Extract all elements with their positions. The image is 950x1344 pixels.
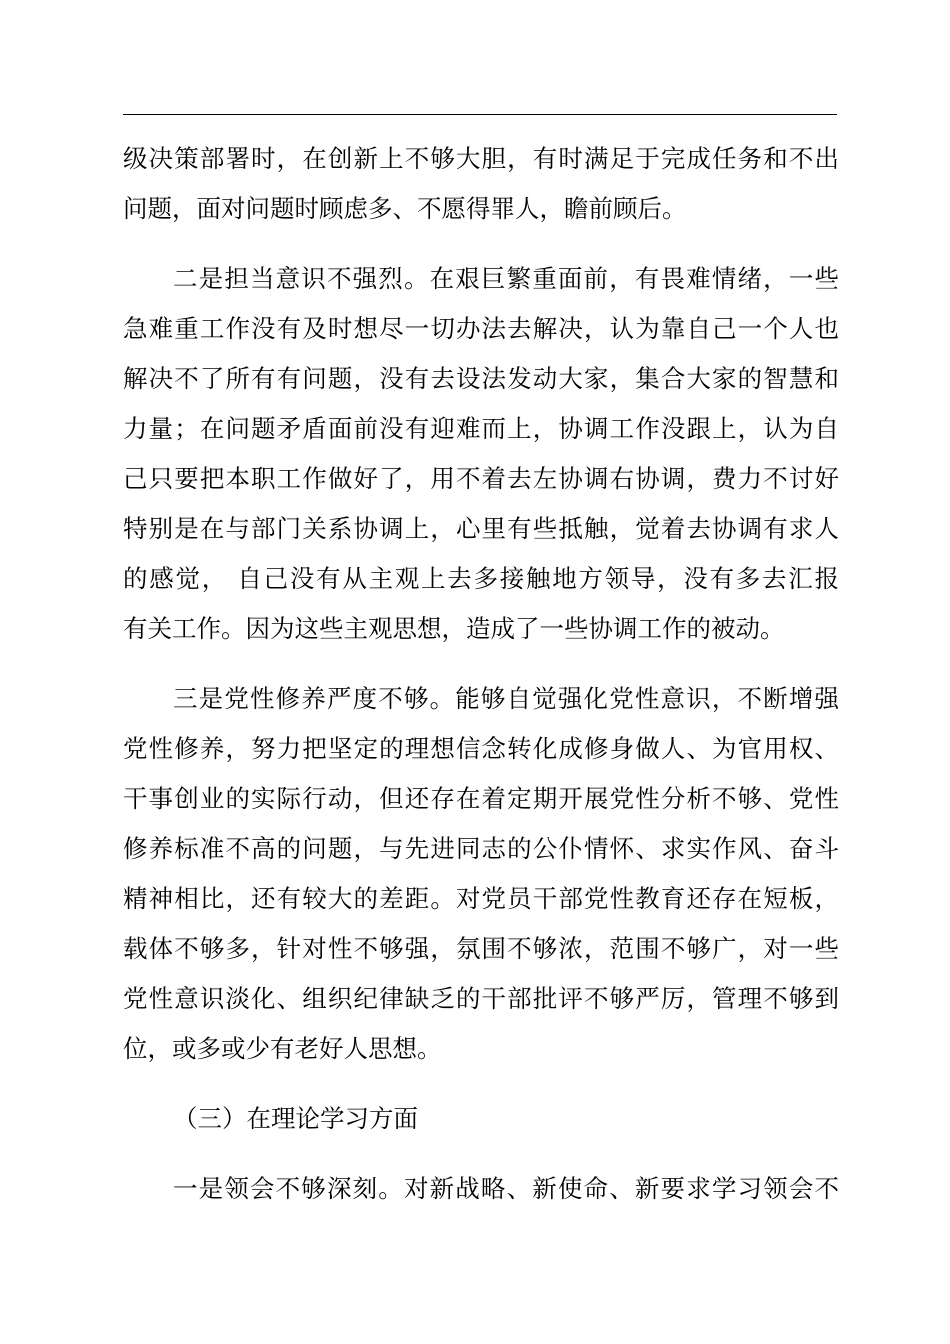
text-line: 干事创业的实际行动，但还存在着定期开展党性分析不够、党性 [123,784,839,813]
text-line: 有关工作。因为这些主观思想，造成了一些协调工作的被动。 [123,614,785,643]
text-line: 力量；在问题矛盾面前没有迎难而上，协调工作没跟上，认为自 [123,414,839,443]
text-line: 党性意识淡化、组织纪律缺乏的干部批评不够严厉，管理不够到 [123,984,839,1013]
text-line: 三是党性修养严度不够。能够自觉强化党性意识，不断增强 [173,684,839,713]
paragraph-party-spirit [123,674,839,1074]
header-rule [123,114,837,115]
document-body [123,134,839,1214]
text-line: 的感觉， 自己没有从主观上去多接触地方领导，没有多去汇报 [123,564,839,593]
paragraph-theory-study [123,1164,839,1214]
text-line: 急难重工作没有及时想尽一切办法去解决，认为靠自己一个人也 [123,314,839,343]
text-line: 己只要把本职工作做好了，用不着去左协调右协调，费力不讨好 [123,464,839,493]
text-line: 问题，面对问题时顾虑多、不愿得罪人，瞻前顾后。 [123,194,687,223]
text-line: 特别是在与部门关系协调上，心里有些抵触，觉着去协调有求人 [123,514,839,543]
paragraph-continuation [123,134,839,234]
text-line: 修养标准不高的问题，与先进同志的公仆情怀、求实作风、奋斗 [123,834,839,863]
section-heading [123,1094,839,1144]
text-line: 一是领会不够深刻。对新战略、新使命、新要求学习领会不 [173,1174,839,1203]
paragraph-responsibility [123,254,839,654]
paragraph-gap [123,1144,839,1164]
text-line: 载体不够多，针对性不够强，氛围不够浓，范围不够广，对一些 [123,934,839,963]
text-line: 级决策部署时，在创新上不够大胆，有时满足于完成任务和不出 [123,144,839,173]
text-line: 二是担当意识不强烈。在艰巨繁重面前，有畏难情绪，一些 [173,264,839,293]
paragraph-gap [123,654,839,674]
text-line: 精神相比，还有较大的差距。对党员干部党性教育还存在短板， [123,884,839,913]
section-heading-text: （三）在理论学习方面 [173,1104,418,1133]
paragraph-gap [123,234,839,254]
text-line: 位，或多或少有老好人思想。 [123,1034,442,1063]
paragraph-gap [123,1074,839,1094]
text-line: 党性修养，努力把坚定的理想信念转化成修身做人、为官用权、 [123,734,839,763]
text-line: 解决不了所有有问题，没有去设法发动大家，集合大家的智慧和 [123,364,839,393]
